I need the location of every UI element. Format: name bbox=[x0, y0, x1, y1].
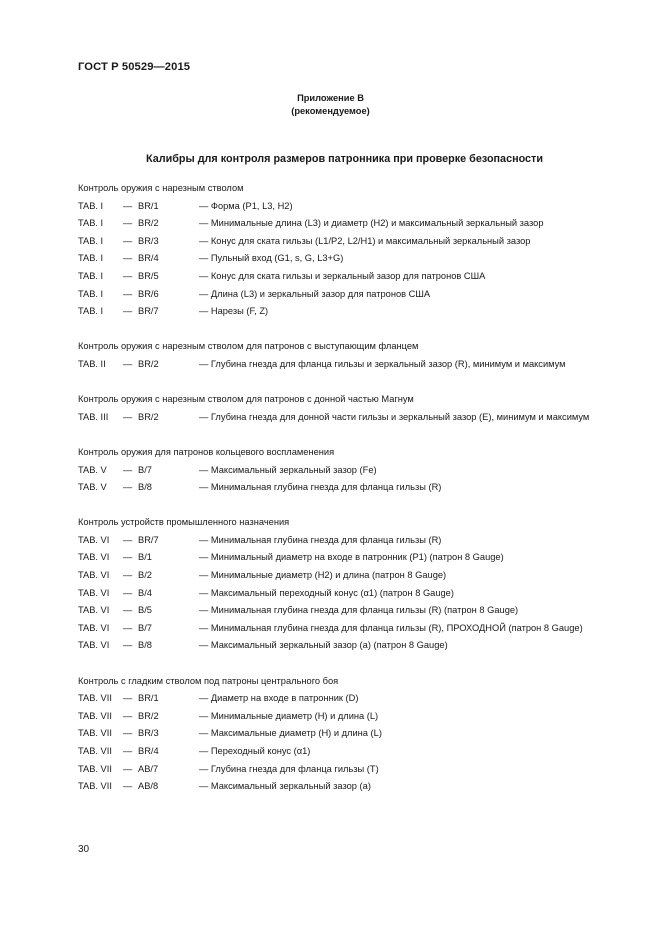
gauge-row bbox=[78, 198, 638, 216]
gauge-code: B/7 bbox=[138, 622, 152, 633]
table-ref: TAB. VII bbox=[78, 746, 112, 756]
gauge-row bbox=[78, 268, 638, 286]
section-heading: Контроль оружия для патронов кольцевого воспламенения bbox=[78, 446, 335, 457]
gauge-sections bbox=[78, 180, 638, 796]
gauge-row bbox=[78, 250, 638, 268]
gauge-code: BR/4 bbox=[138, 746, 159, 756]
dash-separator: — bbox=[123, 218, 133, 229]
table-ref: TAB. I bbox=[78, 218, 104, 229]
gauge-description: — Диаметр на входе в патронник (D) bbox=[199, 693, 359, 704]
dash-separator: — bbox=[123, 640, 133, 651]
gauge-description: — Максимальные диаметр (H) и длина (L) bbox=[199, 728, 382, 739]
gauge-section bbox=[78, 338, 638, 373]
section-heading: Контроль с гладким стволом под патроны центрального боя bbox=[78, 675, 339, 686]
gauge-description: — Нарезы (F, Z) bbox=[199, 306, 269, 317]
dash-separator: — bbox=[123, 306, 133, 317]
gauge-section bbox=[78, 180, 638, 321]
gauge-row bbox=[78, 761, 638, 779]
gauge-description: — Минимальные диаметр (H) и длина (L) bbox=[199, 710, 379, 721]
table-ref: TAB. II bbox=[78, 358, 106, 369]
table-ref: TAB. VI bbox=[78, 622, 110, 633]
table-ref: TAB. VII bbox=[78, 763, 112, 774]
gauge-code: BR/3 bbox=[138, 728, 159, 739]
gauge-code: B/7 bbox=[138, 464, 152, 475]
dash-separator: — bbox=[123, 411, 133, 422]
dash-separator: — bbox=[123, 763, 133, 774]
gauge-row bbox=[78, 409, 638, 427]
document-header: ГОСТ Р 50529—2015 bbox=[78, 61, 191, 73]
gauge-description: — Длина (L3) и зеркальный зазор для патронов США bbox=[199, 288, 431, 299]
table-ref: TAB. VII bbox=[78, 781, 112, 792]
dash-separator: — bbox=[123, 270, 133, 281]
gauge-section bbox=[78, 444, 638, 497]
gauge-code: BR/2 bbox=[138, 358, 159, 369]
gauge-section bbox=[78, 514, 638, 655]
table-ref: TAB. VI bbox=[78, 640, 110, 651]
dash-separator: — bbox=[123, 605, 133, 616]
dash-separator: — bbox=[123, 288, 133, 299]
gauge-row bbox=[78, 356, 638, 374]
gauge-row bbox=[78, 690, 638, 708]
gauge-row bbox=[78, 708, 638, 726]
table-ref: TAB. VI bbox=[78, 570, 110, 581]
gauge-code: B/4 bbox=[138, 587, 152, 598]
dash-separator: — bbox=[123, 710, 133, 721]
dash-separator: — bbox=[123, 464, 133, 475]
dash-separator: — bbox=[123, 728, 133, 739]
dash-separator: — bbox=[123, 235, 133, 246]
table-ref: TAB. I bbox=[78, 306, 104, 317]
gauge-code: B/5 bbox=[138, 605, 152, 616]
section-spacer bbox=[78, 374, 638, 392]
table-ref: TAB. I bbox=[78, 253, 104, 264]
gauge-description: — Переходный конус (α1) bbox=[199, 746, 311, 756]
dash-separator: — bbox=[123, 358, 133, 369]
gauge-section bbox=[78, 673, 638, 796]
gauge-code: BR/3 bbox=[138, 235, 159, 246]
dash-separator: — bbox=[123, 482, 133, 493]
gauge-row bbox=[78, 549, 638, 567]
gauge-code: BR/2 bbox=[138, 411, 159, 422]
table-ref: TAB. VII bbox=[78, 728, 112, 739]
gauge-section bbox=[78, 391, 638, 426]
dash-separator: — bbox=[123, 253, 133, 264]
dash-separator: — bbox=[123, 781, 133, 792]
gauge-description: — Минимальные длина (L3) и диаметр (H2) и максимальный зеркальный зазор bbox=[199, 218, 544, 229]
dash-separator: — bbox=[123, 746, 133, 756]
gauge-description: — Максимальный зеркальный зазор (Fe) bbox=[199, 464, 377, 475]
table-ref: TAB. III bbox=[78, 411, 109, 422]
gauge-row bbox=[78, 532, 638, 550]
gauge-description: — Форма (P1, L3, H2) bbox=[199, 200, 293, 211]
gauge-code: BR/6 bbox=[138, 288, 159, 299]
table-ref: TAB. VI bbox=[78, 605, 110, 616]
gauge-code: BR/4 bbox=[138, 253, 159, 264]
gauge-description: — Максимальный зеркальный зазор (a) bbox=[199, 781, 371, 792]
gauge-row bbox=[78, 602, 638, 620]
gauge-code: AB/7 bbox=[138, 763, 159, 774]
gauge-description: — Пульный вход (G1, s, G, L3+G) bbox=[199, 253, 344, 264]
gauge-row bbox=[78, 637, 638, 655]
gauge-row bbox=[78, 286, 638, 304]
dash-separator: — bbox=[123, 693, 133, 704]
gauge-code: B/1 bbox=[138, 552, 152, 563]
appendix-title: Приложение В bbox=[297, 93, 364, 103]
gauge-code: BR/2 bbox=[138, 710, 159, 721]
table-ref: TAB. I bbox=[78, 235, 104, 246]
table-ref: TAB. VI bbox=[78, 552, 110, 563]
dash-separator: — bbox=[123, 552, 133, 563]
table-ref: TAB. I bbox=[78, 270, 104, 281]
table-ref: TAB. I bbox=[78, 200, 104, 211]
gauge-description: — Минимальная глубина гнезда для фланца гильзы (R), ПРОХОДНОЙ (патрон 8 Gauge) bbox=[199, 622, 583, 633]
section-spacer bbox=[78, 497, 638, 515]
gauge-code: B/8 bbox=[138, 482, 152, 493]
gauge-code: BR/1 bbox=[138, 200, 159, 211]
gauge-row bbox=[78, 725, 638, 743]
gauge-row bbox=[78, 743, 638, 761]
gauge-description: — Минимальная глубина гнезда для фланца гильзы (R) bbox=[199, 534, 442, 545]
table-ref: TAB. VI bbox=[78, 587, 110, 598]
gauge-description: — Максимальный переходный конус (α1) (патрон 8 Gauge) bbox=[199, 587, 454, 598]
gauge-code: B/2 bbox=[138, 570, 152, 581]
table-ref: TAB. VII bbox=[78, 693, 112, 704]
section-spacer bbox=[78, 426, 638, 444]
page-title: Калибры для контроля размеров патронника при проверке безопасности bbox=[146, 153, 543, 165]
gauge-description: — Максимальный зеркальный зазор (a) (патрон 8 Gauge) bbox=[199, 640, 448, 651]
section-heading: Контроль оружия с нарезным стволом для патронов с донной частью Магнум bbox=[78, 394, 414, 405]
gauge-code: B/8 bbox=[138, 640, 152, 651]
table-ref: TAB. I bbox=[78, 288, 104, 299]
table-ref: TAB. V bbox=[78, 464, 107, 475]
gauge-description: — Глубина гнезда для фланца гильзы и зеркальный зазор (R), минимум и максимум bbox=[199, 358, 566, 369]
gauge-code: BR/7 bbox=[138, 306, 159, 317]
gauge-row bbox=[78, 479, 638, 497]
gauge-row bbox=[78, 620, 638, 638]
section-spacer bbox=[78, 655, 638, 673]
gauge-description: — Глубина гнезда для донной части гильзы и зеркальный зазор (E), минимум и максимум bbox=[199, 411, 590, 422]
gauge-code: BR/7 bbox=[138, 534, 159, 545]
table-ref: TAB. V bbox=[78, 482, 107, 493]
gauge-row bbox=[78, 567, 638, 585]
gauge-code: BR/2 bbox=[138, 218, 159, 229]
section-spacer bbox=[78, 321, 638, 339]
gauge-row bbox=[78, 233, 638, 251]
table-ref: TAB. VI bbox=[78, 534, 110, 545]
gauge-description: — Минимальный диаметр на входе в патронник (P1) (патрон 8 Gauge) bbox=[199, 552, 504, 563]
dash-separator: — bbox=[123, 200, 133, 211]
gauge-description: — Минимальная глубина гнезда для фланца гильзы (R) (патрон 8 Gauge) bbox=[199, 605, 519, 616]
gauge-row bbox=[78, 778, 638, 796]
dash-separator: — bbox=[123, 570, 133, 581]
gauge-row bbox=[78, 303, 638, 321]
gauge-row bbox=[78, 462, 638, 480]
gauge-row bbox=[78, 585, 638, 603]
gauge-description: — Минимальная глубина гнезда для фланца гильзы (R) bbox=[199, 482, 442, 493]
gauge-description: — Глубина гнезда для фланца гильзы (T) bbox=[199, 763, 379, 774]
section-heading: Контроль оружия с нарезным стволом для патронов с выступающим фланцем bbox=[78, 341, 419, 352]
section-heading: Контроль устройств промышленного назначения bbox=[78, 517, 290, 528]
gauge-code: BR/5 bbox=[138, 270, 159, 281]
dash-separator: — bbox=[123, 587, 133, 598]
gauge-code: BR/1 bbox=[138, 693, 159, 704]
gauge-description: — Минимальные диаметр (H2) и длина (патрон 8 Gauge) bbox=[199, 570, 447, 581]
gauge-description: — Конус для ската гильзы (L1/P2, L2/H1) и максимальный зеркальный зазор bbox=[199, 235, 531, 246]
table-ref: TAB. VII bbox=[78, 710, 112, 721]
dash-separator: — bbox=[123, 622, 133, 633]
gauge-code: AB/8 bbox=[138, 781, 159, 792]
dash-separator: — bbox=[123, 534, 133, 545]
section-heading: Контроль оружия с нарезным стволом bbox=[78, 183, 244, 193]
gauge-row bbox=[78, 215, 638, 233]
page-number: 30 bbox=[78, 844, 90, 855]
appendix-subtitle: (рекомендуемое) bbox=[291, 105, 370, 116]
gauge-description: — Конус для ската гильзы и зеркальный зазор для патронов США bbox=[199, 270, 486, 281]
appendix-block bbox=[0, 92, 661, 117]
